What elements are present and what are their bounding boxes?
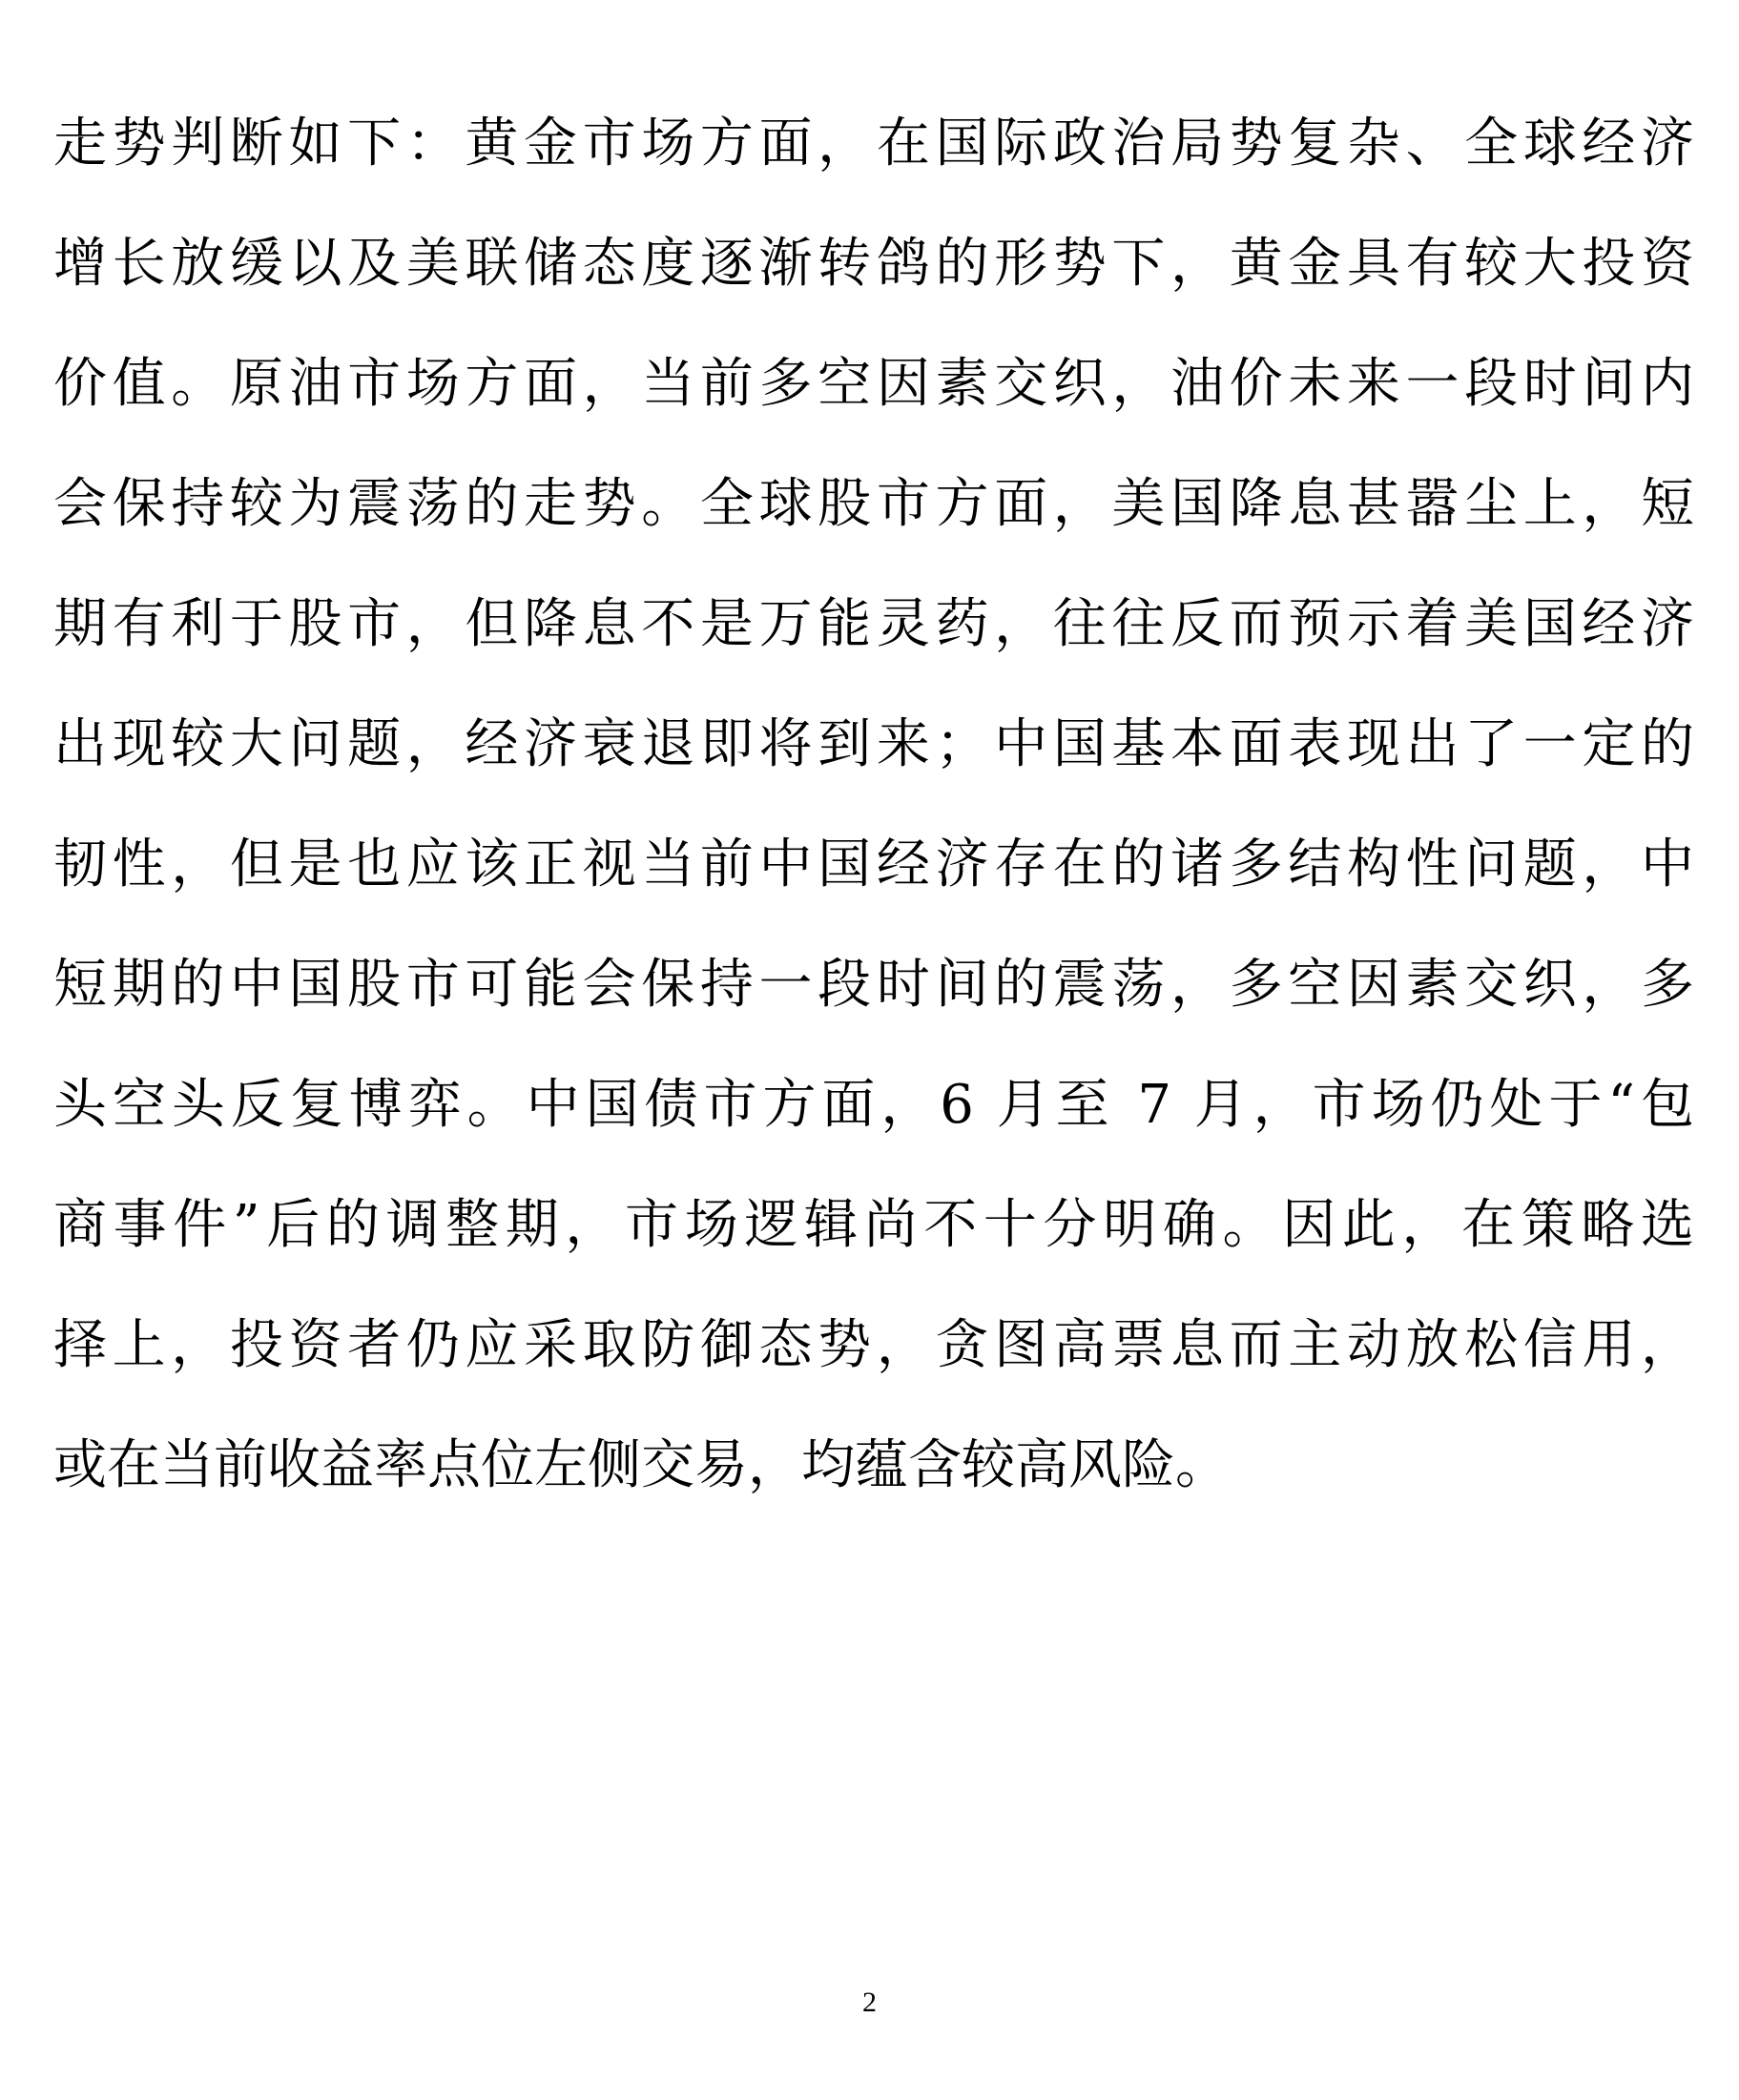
paragraph-line: 或在当前收益率点位左侧交易，均蕴含较高风险。 xyxy=(53,1434,1229,1496)
body-paragraph xyxy=(53,84,1694,1526)
paragraph-line: 短期的中国股市可能会保持一段时间的震荡，多空因素交织，多 xyxy=(53,954,1694,1016)
paragraph-line: 商事件”后的调整期，市场逻辑尚不十分明确。因此，在策略选 xyxy=(53,1194,1694,1256)
paragraph-line: 增长放缓以及美联储态度逐渐转鸽的形势下，黄金具有较大投资 xyxy=(53,233,1694,295)
page-number: 2 xyxy=(862,1987,877,2018)
paragraph-line: 会保持较为震荡的走势。全球股市方面，美国降息甚嚣尘上，短 xyxy=(53,473,1694,535)
paragraph-line: 择上，投资者仍应采取防御态势，贪图高票息而主动放松信用， xyxy=(53,1314,1694,1376)
paragraph-line: 头空头反复博弈。中国债市方面，6 月至 7 月，市场仍处于“包 xyxy=(53,1074,1694,1136)
paragraph-line: 价值。原油市场方面，当前多空因素交织，油价未来一段时间内 xyxy=(53,353,1694,415)
paragraph-line: 韧性，但是也应该正视当前中国经济存在的诸多结构性问题，中 xyxy=(53,834,1694,896)
paragraph-line: 出现较大问题，经济衰退即将到来；中国基本面表现出了一定的 xyxy=(53,713,1694,775)
paragraph-line: 走势判断如下：黄金市场方面，在国际政治局势复杂、全球经济 xyxy=(53,113,1694,175)
paragraph-line: 期有利于股市，但降息不是万能灵药，往往反而预示着美国经济 xyxy=(53,593,1694,655)
